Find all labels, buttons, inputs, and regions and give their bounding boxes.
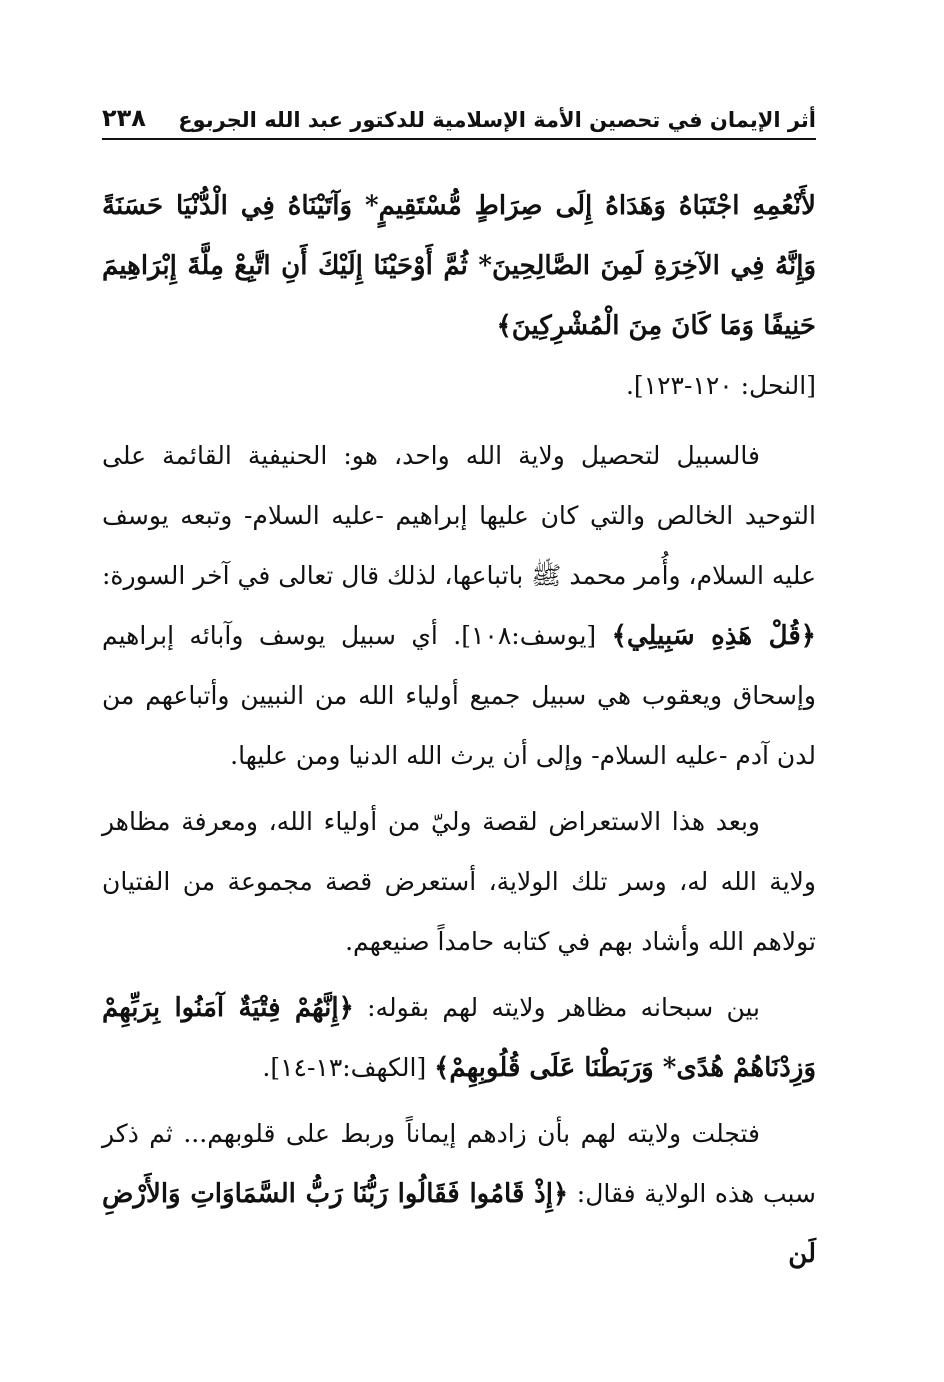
verse-reference: [النحل: ١٢٠-١٢٣]. [625,371,816,400]
paragraph-text: فتجلت ولايته لهم بأن زادهم إيماناً وربط على قلوبهم... ثم ذكر سبب هذه الولاية فقال: [102,1119,816,1208]
verse-block-nahl [102,176,816,416]
paragraph-text: [يوسف:١٠٨]. أي سبيل يوسف وآبائه إبراهيم وإسحاق ويعقوب هي سبيل جميع أولياء الله من النبيين وأتباعهم من لدن آدم -عليه السلام- وإلى أن يرث الله الدنيا ومن عليها. [102,621,816,770]
book-title: أثر الإيمان في تحصين الأمة الإسلامية للدكتور عبد الله الجربوع [178,108,816,132]
paragraph-kahf-verse [102,978,816,1098]
quran-verse: لأَنْعُمِهِ اجْتَبَاهُ وَهَدَاهُ إِلَى صِرَاطٍ مُّسْتَقِيمٍ* وَآتَيْنَاهُ فِي الْدُّنْيَا حَسَنَةً وَإِنَّهُ فِي الآخِرَةِ لَمِنَ الصَّالِحِينَ* ثُمَّ أَوْحَيْنَا إِلَيْكَ أَنِ اتَّبِعْ مِلَّةَ إِبْرَاهِيمَ حَنِيفًا وَمَا كَانَ مِنَ الْمُشْرِكِينَ﴾ [102,191,816,341]
paragraph-text: وبعد هذا الاستعراض لقصة وليّ من أولياء الله، ومعرفة مظاهر ولاية الله له، وسر تلك الولاية، أستعرض قصة مجموعة من الفتيان تولاهم الله وأشاد بهم في كتابه حامداً صنيعهم. [102,807,816,956]
verse-reference: [الكهف:١٣-١٤]. [262,1053,427,1082]
page-number: ٢٣٨ [102,104,146,132]
paragraph-cause-of-wilaya [102,1104,816,1284]
body-text [102,176,816,1290]
paragraph-text: فالسبيل لتحصيل ولاية الله واحد، هو: الحنيفية القائمة على التوحيد الخالص والتي كان عليها إبراهيم -عليه السلام- وتبعه يوسف عليه السلام، وأُمر محمد ﷺ باتباعها، لذلك قال تعالى في آخر السورة: [102,441,816,590]
paragraph-text: بين سبحانه مظاهر ولايته لهم بقوله: [367,993,760,1022]
quran-verse: ﴿إِذْ قَامُوا فَقَالُوا رَبُّنَا رَبُّ السَّمَاوَاتِ وَالأَرْضِ لَن [102,1179,816,1269]
quran-verse: ﴿قُلْ هَذِهِ سَبِيلِي﴾ [611,621,816,651]
paragraph-youths-story [102,792,816,972]
quran-verse: ﴿إِنَّهُمْ فِتْيَةٌ آمَنُوا بِرَبِّهِمْ وَزِدْنَاهُمْ هُدًى* وَرَبَطْنَا عَلَى قُلُوبِهِمْ﴾ [102,993,816,1083]
running-header [102,92,816,140]
paragraph-path-of-wilaya [102,426,816,786]
